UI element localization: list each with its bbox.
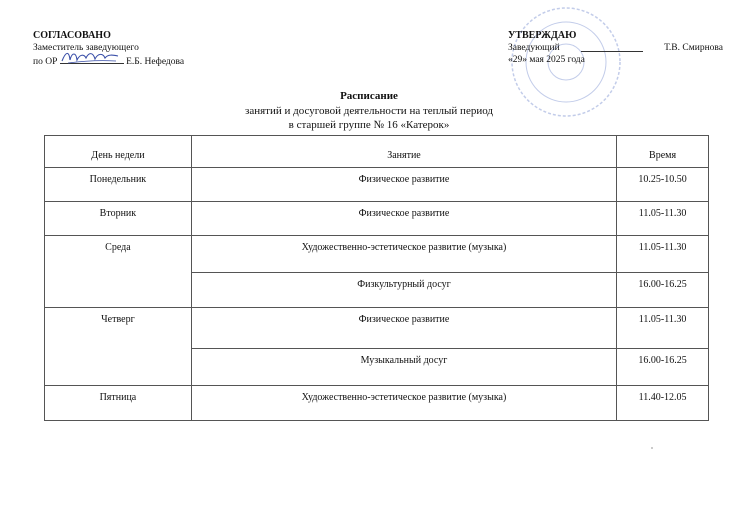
table-row (45, 168, 709, 202)
approval-right-date: «29» мая 2025 года (508, 55, 585, 65)
activity-cell: Физическое развитие (191, 168, 616, 202)
approval-left-position: Заместитель заведующего (33, 43, 139, 53)
table-row (45, 308, 709, 349)
approval-left-heading: СОГЛАСОВАНО (33, 30, 111, 41)
handwritten-signature (58, 48, 122, 66)
day-cell: Вторник (45, 202, 192, 236)
activity-cell: Художественно-эстетическое развитие (музыка) (191, 386, 616, 421)
document-group: в старшей группе № 16 «Катерок» (288, 119, 450, 131)
time-cell: 11.05-11.30 (617, 236, 709, 273)
table-header-row (45, 136, 709, 168)
day-cell: Понедельник (45, 168, 192, 202)
approval-right-position: Заведующий (508, 43, 560, 53)
activity-cell: Музыкальный досуг (191, 349, 616, 386)
approval-right-block (508, 30, 723, 66)
approval-right-name: Т.В. Смирнова (664, 43, 723, 53)
day-cell: Пятница (45, 386, 192, 421)
time-cell: 10.25-10.50 (617, 168, 709, 202)
schedule-table (44, 135, 709, 421)
activity-cell: Физическое развитие (191, 202, 616, 236)
column-header-day: День недели (45, 136, 192, 168)
column-header-activity: Занятие (191, 136, 616, 168)
table-row (45, 202, 709, 236)
document-title: Расписание (340, 90, 398, 102)
day-cell: Среда (45, 236, 192, 308)
signature-area (60, 54, 124, 68)
scan-speck (651, 447, 653, 449)
approval-left-signature-line (33, 54, 184, 68)
time-cell: 11.05-11.30 (617, 202, 709, 236)
time-cell: 16.00-16.25 (617, 349, 709, 386)
approval-left-prefix: по ОР (33, 57, 58, 67)
time-cell: 11.40-12.05 (617, 386, 709, 421)
signature-underline (581, 42, 643, 52)
day-cell: Четверг (45, 308, 192, 386)
activity-cell: Художественно-эстетическое развитие (музыка) (191, 236, 616, 273)
document-subtitle: занятий и досуговой деятельности на теплый период (244, 105, 493, 117)
approval-left-name: Е.Б. Нефедова (126, 57, 185, 67)
approval-left-block (33, 30, 184, 68)
table-row (45, 386, 709, 421)
approval-right-signature-line (508, 42, 723, 54)
approval-right-heading: УТВЕРЖДАЮ (508, 30, 577, 41)
column-header-time: Время (617, 136, 709, 168)
activity-cell: Физическое развитие (191, 308, 616, 349)
activity-cell: Физкультурный досуг (191, 273, 616, 308)
time-cell: 11.05-11.30 (617, 308, 709, 349)
time-cell: 16.00-16.25 (617, 273, 709, 308)
table-row (45, 236, 709, 273)
